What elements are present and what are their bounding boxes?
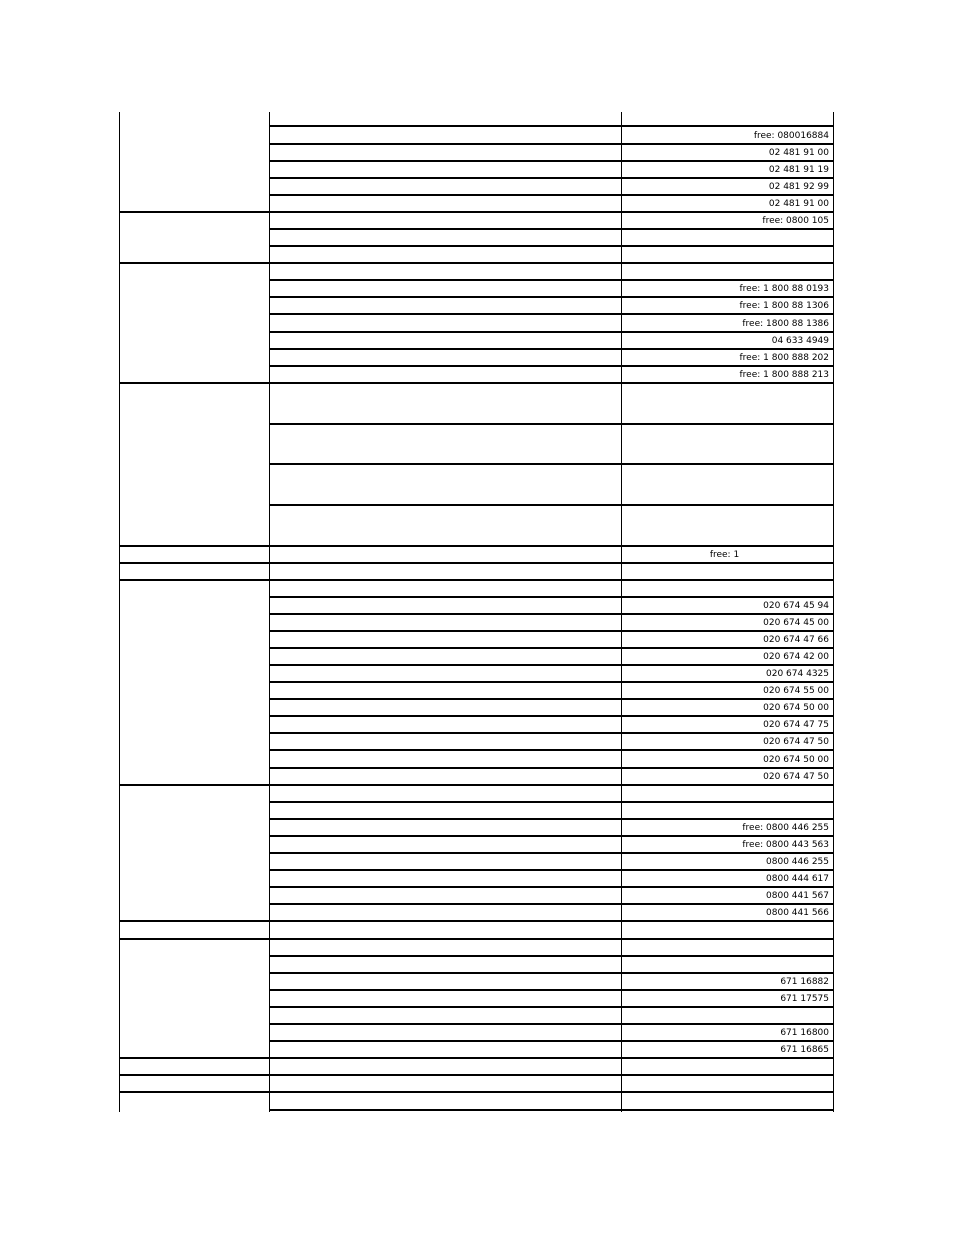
row-divider [269, 989, 834, 991]
phone-cell: free: 1800 88 1386 [742, 319, 829, 329]
row-divider [269, 647, 834, 649]
group-divider [119, 920, 834, 922]
phone-cell: free: 080016884 [753, 131, 829, 141]
row-divider [269, 177, 834, 179]
group-divider [119, 1074, 834, 1076]
row-divider [269, 852, 834, 854]
phone-cell: free: 0800 446 255 [742, 823, 829, 833]
group-divider [119, 382, 834, 384]
phone-cell: 671 16800 [780, 1028, 829, 1038]
row-divider [269, 903, 834, 905]
group-divider [119, 1091, 834, 1093]
phone-cell: 671 17575 [780, 994, 829, 1004]
group-divider [119, 211, 834, 213]
row-divider [269, 955, 834, 957]
row-divider [269, 630, 834, 632]
phone-cell: 020 674 42 00 [763, 652, 829, 662]
phone-cell: 020 674 47 50 [763, 737, 829, 747]
phone-cell: 020 674 45 94 [763, 601, 829, 611]
phone-cell: 020 674 4325 [766, 669, 829, 679]
phone-cell: 0800 441 567 [766, 891, 829, 901]
group-divider [119, 579, 834, 581]
row-divider [269, 613, 834, 615]
group-divider [119, 1057, 834, 1059]
row-divider [269, 732, 834, 734]
row-divider [269, 365, 834, 367]
phone-cell: 020 674 47 66 [763, 635, 829, 645]
row-divider [269, 463, 834, 465]
row-divider [269, 331, 834, 333]
phone-cell: 02 481 91 00 [768, 199, 829, 209]
phone-cell: 0800 444 617 [766, 874, 829, 884]
phone-cell: free: 1 [709, 550, 740, 560]
row-divider [269, 313, 834, 315]
row-divider [269, 818, 834, 820]
row-divider [269, 125, 834, 127]
row-divider [269, 749, 834, 751]
group-divider [119, 784, 834, 786]
phone-cell: 04 633 4949 [771, 336, 829, 346]
phone-cell: free: 0800 105 [762, 216, 829, 226]
phone-cell: 02 481 91 00 [768, 148, 829, 158]
phone-cell: 020 674 47 50 [763, 772, 829, 782]
row-divider [269, 279, 834, 281]
phone-cell: 02 481 92 99 [768, 182, 829, 192]
row-divider [269, 1023, 834, 1025]
phone-cell: free: 0800 443 563 [742, 840, 829, 850]
row-divider [269, 681, 834, 683]
phone-cell: free: 1 800 88 1306 [739, 301, 829, 311]
row-divider [269, 886, 834, 888]
row-divider [269, 767, 834, 769]
row-divider [269, 972, 834, 974]
phone-cell: 671 16882 [780, 977, 829, 987]
row-divider [269, 664, 834, 666]
row-divider [269, 1006, 834, 1008]
phone-cell: 020 674 55 00 [763, 686, 829, 696]
phone-cell: 020 674 50 00 [763, 755, 829, 765]
group-divider [119, 545, 834, 547]
phone-cell: 0800 441 566 [766, 908, 829, 918]
group-divider [119, 938, 834, 940]
row-divider [269, 596, 834, 598]
row-divider [269, 348, 834, 350]
row-divider [269, 504, 834, 506]
group-divider [119, 562, 834, 564]
row-divider [269, 228, 834, 230]
row-divider [269, 869, 834, 871]
row-divider [269, 715, 834, 717]
row-divider [269, 296, 834, 298]
row-divider [269, 245, 834, 247]
row-divider [269, 1109, 834, 1111]
phone-cell: free: 1 800 88 0193 [739, 284, 829, 294]
row-divider [269, 835, 834, 837]
row-divider [269, 1040, 834, 1042]
phone-cell: 671 16865 [780, 1045, 829, 1055]
row-divider [269, 160, 834, 162]
row-divider [269, 698, 834, 700]
row-divider [269, 423, 834, 425]
phone-cell: 020 674 45 00 [763, 618, 829, 628]
row-divider [269, 801, 834, 803]
phone-cell: 0800 446 255 [766, 857, 829, 867]
phone-cell: 02 481 91 19 [768, 165, 829, 175]
phone-cell: 020 674 47 75 [763, 720, 829, 730]
phone-cell: free: 1 800 888 202 [739, 353, 829, 363]
phone-cell: free: 1 800 888 213 [739, 370, 829, 380]
contact-table [119, 112, 835, 1112]
row-divider [269, 194, 834, 196]
phone-cell: 020 674 50 00 [763, 703, 829, 713]
row-divider [269, 143, 834, 145]
group-divider [119, 262, 834, 264]
